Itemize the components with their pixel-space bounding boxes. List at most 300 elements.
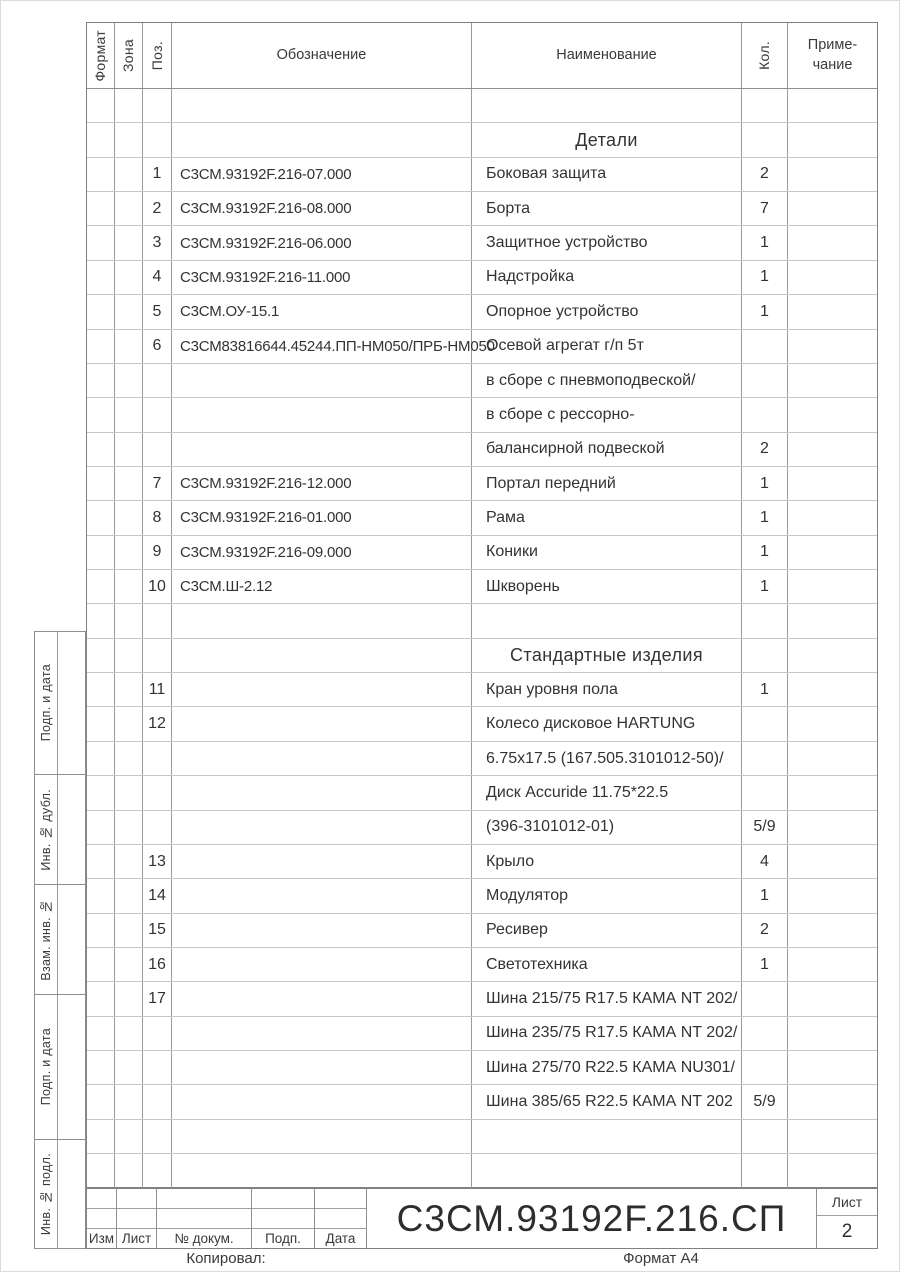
cell-note [788, 398, 877, 431]
cell-format [87, 89, 115, 122]
table-row [87, 158, 877, 192]
table-row [87, 501, 877, 535]
cell-designation: С3СМ.Ш-2.12 [172, 570, 472, 603]
table-row [87, 776, 877, 810]
cell-pos [143, 1017, 172, 1050]
cell-note [788, 811, 877, 844]
cell-zone [115, 330, 143, 363]
margin-cell-divider [57, 995, 58, 1139]
cell-note [788, 707, 877, 740]
cell-pos: 1 [143, 158, 172, 191]
table-row [87, 226, 877, 260]
cell-name: Шина 215/75 R17.5 КАМА NT 202/ [472, 982, 742, 1015]
cell-zone [115, 604, 143, 637]
cell-pos [143, 123, 172, 156]
section-header-row [87, 639, 877, 673]
cell-note [788, 742, 877, 775]
cell-designation: С3СМ.93192F.216-12.000 [172, 467, 472, 500]
cell-zone [115, 845, 143, 878]
cell-pos: 15 [143, 914, 172, 947]
cell-pos: 17 [143, 982, 172, 1015]
title-block-empty-cell [315, 1209, 366, 1229]
cell-note [788, 1017, 877, 1050]
cell-zone [115, 226, 143, 259]
cell-format [87, 330, 115, 363]
table-row [87, 845, 877, 879]
cell-qty: 1 [742, 295, 788, 328]
table-row [87, 89, 877, 123]
cell-name [472, 1154, 742, 1188]
cell-name: Стандартные изделия [472, 639, 742, 672]
header-note [788, 23, 877, 88]
paper-format-label: Формат А4 [623, 1250, 699, 1267]
title-block-empty-cell [157, 1209, 251, 1229]
cell-pos [143, 1051, 172, 1084]
cell-name: в сборе с рессорно- [472, 398, 742, 431]
cell-qty: 1 [742, 673, 788, 706]
cell-format [87, 879, 115, 912]
cell-note [788, 501, 877, 534]
margin-label: Взам. инв. № [39, 898, 53, 981]
cell-designation [172, 1154, 472, 1188]
table-row [87, 1120, 877, 1154]
cell-format [87, 501, 115, 534]
margin-cell-vzam-inv-no [34, 884, 86, 994]
cell-qty [742, 742, 788, 775]
margin-cell-divider [57, 632, 58, 774]
cell-designation: С3СМ.93192F.216-07.000 [172, 158, 472, 191]
table-row [87, 570, 877, 604]
cell-zone [115, 536, 143, 569]
header-pos [143, 23, 172, 88]
table-row [87, 982, 877, 1016]
cell-qty: 1 [742, 948, 788, 981]
cell-name: Кран уровня пола [472, 673, 742, 706]
cell-format [87, 845, 115, 878]
cell-zone [115, 1120, 143, 1153]
margin-label: Инв. № дубл. [39, 788, 53, 871]
sheet-cell [817, 1189, 877, 1248]
cell-zone [115, 1154, 143, 1188]
cell-zone [115, 707, 143, 740]
cell-format [87, 811, 115, 844]
cell-name: Шкворень [472, 570, 742, 603]
title-block-empty-cell [87, 1189, 116, 1209]
cell-name: Колесо дисковое HARTUNG [472, 707, 742, 740]
cell-format [87, 295, 115, 328]
cell-pos [143, 89, 172, 122]
cell-name: Надстройка [472, 261, 742, 294]
spec-table [86, 22, 878, 1188]
cell-format [87, 364, 115, 397]
section-header-row [87, 123, 877, 157]
cell-note [788, 364, 877, 397]
cell-pos: 3 [143, 226, 172, 259]
cell-qty: 1 [742, 536, 788, 569]
cell-qty [742, 707, 788, 740]
cell-name: в сборе с пневмоподвеской/ [472, 364, 742, 397]
sheet-number: 2 [841, 1221, 853, 1242]
header-designation [172, 23, 472, 88]
cell-zone [115, 398, 143, 431]
cell-qty: 7 [742, 192, 788, 225]
cell-qty: 4 [742, 845, 788, 878]
cell-name: Борта [472, 192, 742, 225]
cell-note [788, 639, 877, 672]
cell-note [788, 330, 877, 363]
table-row [87, 811, 877, 845]
cell-qty: 1 [742, 467, 788, 500]
margin-label: Инв. № подл. [39, 1152, 53, 1236]
cell-note [788, 914, 877, 947]
title-block-col-docnum [157, 1189, 252, 1248]
cell-qty [742, 639, 788, 672]
cell-qty [742, 123, 788, 156]
cell-designation: С3СМ83816644.45244.ПП-НМ050/ПРБ-НМ050 [172, 330, 472, 363]
cell-qty: 1 [742, 501, 788, 534]
cell-name: Шина 275/70 R22.5 КАМА NU301/ [472, 1051, 742, 1084]
cell-zone [115, 433, 143, 466]
cell-designation [172, 707, 472, 740]
cell-zone [115, 570, 143, 603]
margin-label-wrap [35, 1140, 57, 1248]
header-name [472, 23, 742, 88]
margin-label-wrap [35, 632, 57, 774]
cell-designation [172, 604, 472, 637]
cell-designation [172, 948, 472, 981]
table-row [87, 948, 877, 982]
cell-name: 6.75x17.5 (167.505.3101012-50)/ [472, 742, 742, 775]
cell-format [87, 1051, 115, 1084]
title-block-label-data: Дата [325, 1231, 356, 1246]
cell-qty [742, 776, 788, 809]
table-row [87, 742, 877, 776]
cell-designation [172, 639, 472, 672]
cell-pos [143, 811, 172, 844]
cell-pos [143, 433, 172, 466]
cell-format [87, 1120, 115, 1153]
table-row [87, 467, 877, 501]
cell-format [87, 467, 115, 500]
cell-name: Портал передний [472, 467, 742, 500]
cell-designation [172, 845, 472, 878]
cell-qty: 2 [742, 433, 788, 466]
cell-note [788, 123, 877, 156]
header-qty [742, 23, 788, 88]
cell-format [87, 776, 115, 809]
cell-format [87, 261, 115, 294]
header-zone-label: Зона [120, 39, 137, 72]
cell-note [788, 1051, 877, 1084]
cell-designation: С3СМ.93192F.216-06.000 [172, 226, 472, 259]
cell-format [87, 673, 115, 706]
spec-rows [87, 89, 877, 1189]
cell-zone [115, 673, 143, 706]
copied-by-label: Копировал: [186, 1250, 266, 1267]
cell-format [87, 226, 115, 259]
cell-designation [172, 811, 472, 844]
title-block [86, 1188, 878, 1249]
title-block-empty-cell [87, 1209, 116, 1229]
title-block-label-izm: Изм [88, 1231, 115, 1246]
table-row [87, 295, 877, 329]
cell-name: Боковая защита [472, 158, 742, 191]
cell-note [788, 1120, 877, 1153]
margin-label-wrap [35, 995, 57, 1139]
cell-qty: 1 [742, 261, 788, 294]
table-row [87, 330, 877, 364]
cell-note [788, 536, 877, 569]
table-row [87, 433, 877, 467]
table-row [87, 707, 877, 741]
sheet-label: Лист [817, 1189, 877, 1216]
table-row [87, 1017, 877, 1051]
cell-format [87, 433, 115, 466]
cell-designation [172, 982, 472, 1015]
cell-designation [172, 1051, 472, 1084]
cell-format [87, 948, 115, 981]
table-row [87, 673, 877, 707]
spec-table-header [87, 23, 877, 89]
header-designation-label: Обозначение [276, 46, 367, 63]
cell-format [87, 914, 115, 947]
cell-qty: 1 [742, 226, 788, 259]
cell-note [788, 261, 877, 294]
table-row [87, 536, 877, 570]
cell-zone [115, 1085, 143, 1118]
cell-name: Рама [472, 501, 742, 534]
cell-name: Защитное устройство [472, 226, 742, 259]
cell-zone [115, 879, 143, 912]
cell-qty [742, 604, 788, 637]
margin-cell-inv-no-podl [34, 1139, 86, 1249]
header-zone [115, 23, 143, 88]
cell-qty: 2 [742, 158, 788, 191]
cell-note [788, 158, 877, 191]
cell-pos [143, 604, 172, 637]
cell-note [788, 89, 877, 122]
cell-name: Осевой агрегат г/п 5т [472, 330, 742, 363]
header-qty-label: Кол. [756, 41, 773, 70]
cell-zone [115, 89, 143, 122]
cell-zone [115, 811, 143, 844]
title-block-col-data [315, 1189, 367, 1248]
cell-designation [172, 673, 472, 706]
document-designation: С3СМ.93192F.216.СП [367, 1189, 817, 1248]
cell-zone [115, 123, 143, 156]
cell-designation [172, 776, 472, 809]
margin-label-wrap [35, 885, 57, 994]
cell-pos: 16 [143, 948, 172, 981]
cell-note [788, 1154, 877, 1188]
cell-designation [172, 1017, 472, 1050]
cell-pos: 4 [143, 261, 172, 294]
cell-zone [115, 639, 143, 672]
cell-zone [115, 914, 143, 947]
cell-name: Детали [472, 123, 742, 156]
title-block-label-podp: Подп. [265, 1231, 301, 1246]
title-block-empty-cell [315, 1189, 366, 1209]
cell-qty: 5/9 [742, 811, 788, 844]
cell-zone [115, 158, 143, 191]
title-block-label-docnum: № докум. [174, 1231, 234, 1246]
cell-pos [143, 1120, 172, 1153]
cell-designation [172, 1085, 472, 1118]
cell-qty [742, 364, 788, 397]
header-note-line1: Приме- [807, 36, 858, 53]
cell-designation: С3СМ.ОУ-15.1 [172, 295, 472, 328]
cell-designation [172, 398, 472, 431]
cell-pos: 2 [143, 192, 172, 225]
cell-designation [172, 1120, 472, 1153]
cell-qty [742, 398, 788, 431]
cell-pos [143, 1085, 172, 1118]
margin-cell-divider [57, 1140, 58, 1248]
cell-note [788, 1085, 877, 1118]
cell-zone [115, 742, 143, 775]
cell-pos: 6 [143, 330, 172, 363]
cell-zone [115, 192, 143, 225]
cell-zone [115, 1051, 143, 1084]
cell-note [788, 433, 877, 466]
cell-zone [115, 776, 143, 809]
title-block-empty-cell [252, 1209, 314, 1229]
cell-format [87, 1085, 115, 1118]
cell-note [788, 570, 877, 603]
cell-name: Светотехника [472, 948, 742, 981]
cell-pos: 14 [143, 879, 172, 912]
cell-format [87, 1017, 115, 1050]
cell-name: (396-3101012-01) [472, 811, 742, 844]
cell-pos: 13 [143, 845, 172, 878]
margin-label: Подп. и дата [39, 664, 53, 742]
cell-name: балансирной подвеской [472, 433, 742, 466]
title-block-label-list: Лист [121, 1231, 152, 1246]
cell-qty: 2 [742, 914, 788, 947]
cell-name: Шина 235/75 R17.5 КАМА NT 202/ [472, 1017, 742, 1050]
header-note-label [808, 36, 857, 75]
header-note-line2: чание [812, 56, 853, 73]
cell-pos [143, 776, 172, 809]
cell-qty: 1 [742, 879, 788, 912]
cell-pos [143, 742, 172, 775]
table-row [87, 261, 877, 295]
cell-qty [742, 1120, 788, 1153]
title-block-empty-cell [117, 1209, 156, 1229]
cell-zone [115, 501, 143, 534]
header-pos-label: Поз. [148, 40, 165, 71]
cell-designation [172, 742, 472, 775]
cell-designation [172, 879, 472, 912]
header-format [87, 23, 115, 88]
header-name-label: Наименование [556, 46, 657, 63]
cell-format [87, 1154, 115, 1188]
margin-cell-divider [57, 775, 58, 884]
cell-note [788, 467, 877, 500]
cell-pos: 10 [143, 570, 172, 603]
cell-pos: 7 [143, 467, 172, 500]
margin-cell-podp-i-data-2 [34, 994, 86, 1139]
cell-pos: 5 [143, 295, 172, 328]
cell-pos [143, 364, 172, 397]
cell-pos: 9 [143, 536, 172, 569]
cell-format [87, 398, 115, 431]
cell-format [87, 192, 115, 225]
title-block-empty-cell [252, 1189, 314, 1209]
cell-pos: 11 [143, 673, 172, 706]
table-row [87, 364, 877, 398]
cell-note [788, 776, 877, 809]
cell-name: Коники [472, 536, 742, 569]
table-row [87, 604, 877, 638]
cell-designation [172, 364, 472, 397]
cell-format [87, 742, 115, 775]
margin-cell-inv-no-dubl [34, 774, 86, 884]
cell-qty [742, 1017, 788, 1050]
cell-format [87, 639, 115, 672]
margin-label-wrap [35, 775, 57, 884]
cell-zone [115, 1017, 143, 1050]
margin-cell-divider [57, 885, 58, 994]
cell-zone [115, 982, 143, 1015]
cell-qty [742, 1051, 788, 1084]
cell-format [87, 707, 115, 740]
table-row [87, 879, 877, 913]
cell-format [87, 123, 115, 156]
cell-pos [143, 398, 172, 431]
cell-format [87, 982, 115, 1015]
cell-qty [742, 1154, 788, 1188]
table-row [87, 1154, 877, 1188]
header-format-label: Формат [92, 29, 109, 82]
cell-name [472, 604, 742, 637]
title-block-col-izm [87, 1189, 117, 1248]
cell-designation [172, 123, 472, 156]
cell-qty: 5/9 [742, 1085, 788, 1118]
cell-format [87, 158, 115, 191]
title-block-empty-cell [157, 1189, 251, 1209]
cell-note [788, 673, 877, 706]
cell-pos: 12 [143, 707, 172, 740]
cell-qty [742, 330, 788, 363]
table-row [87, 1085, 877, 1119]
cell-format [87, 570, 115, 603]
cell-zone [115, 948, 143, 981]
cell-name: Модулятор [472, 879, 742, 912]
cell-format [87, 604, 115, 637]
cell-designation [172, 914, 472, 947]
cell-name: Ресивер [472, 914, 742, 947]
cell-note [788, 948, 877, 981]
table-row [87, 398, 877, 432]
cell-format [87, 536, 115, 569]
left-margin-stamps [34, 631, 86, 1249]
cell-pos [143, 1154, 172, 1188]
cell-note [788, 295, 877, 328]
cell-note [788, 192, 877, 225]
table-row [87, 914, 877, 948]
margin-label: Подп. и дата [39, 1028, 53, 1106]
cell-designation: С3СМ.93192F.216-11.000 [172, 261, 472, 294]
cell-note [788, 879, 877, 912]
cell-qty [742, 982, 788, 1015]
cell-name [472, 1120, 742, 1153]
cell-note [788, 982, 877, 1015]
cell-pos [143, 639, 172, 672]
title-block-col-list [117, 1189, 157, 1248]
cell-designation [172, 433, 472, 466]
cell-designation [172, 89, 472, 122]
